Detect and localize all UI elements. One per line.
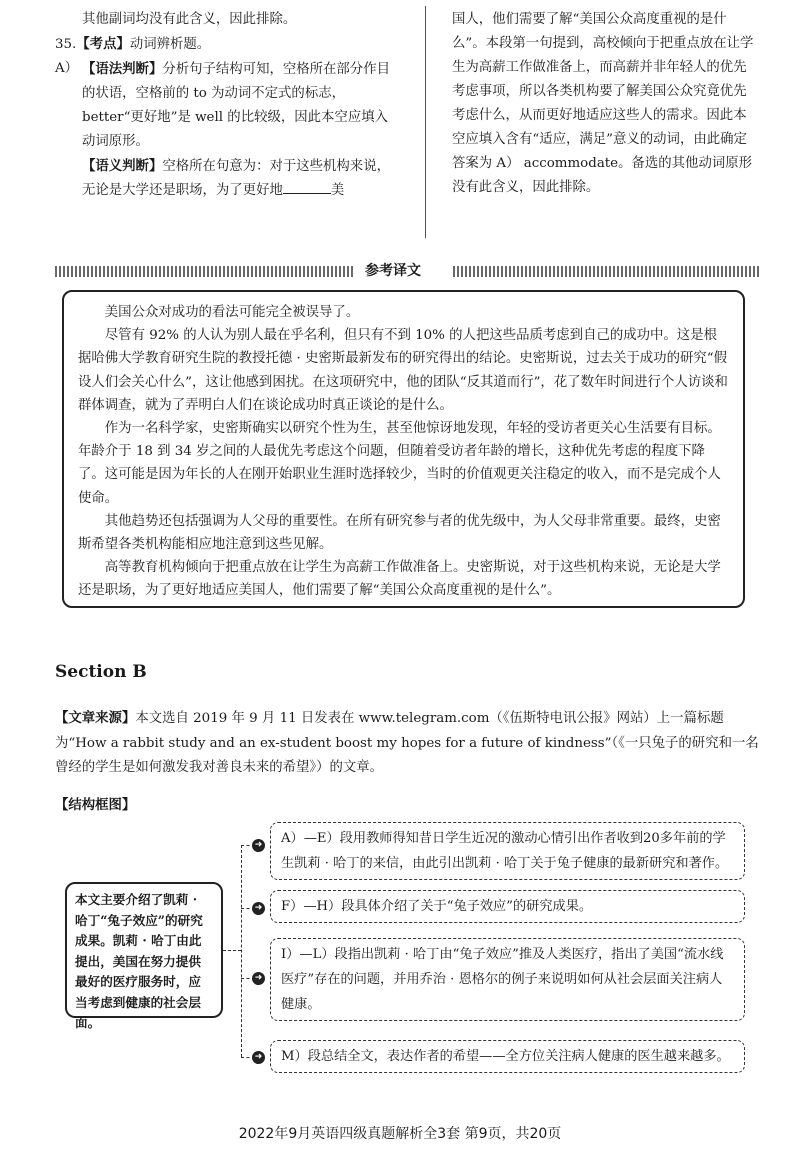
page-footer: 2022年9月英语四级真题解析全3套 第9页，共20页: [238, 1126, 562, 1142]
translation-paragraph: 其他趋势还包括强调为人父母的重要性。在所有研究参与者的优先级中，为人父母非常重要。最终，史密斯希望各类机构能相应地注意到这些见解。: [78, 513, 721, 553]
prev-answer-end: 其他副词均没有此含义，因此排除。: [82, 12, 297, 27]
structure-item: M）段总结全文，表达作者的希望——全方位关注病人健康的医生越来越多。: [270, 1040, 745, 1073]
arrow-bullet-icon: ➜: [252, 1051, 265, 1064]
left-column: [55, 8, 398, 203]
translation-paragraph: 尽管有 92% 的人认为别人最在乎名利，但只有不到 10% 的人把这些品质考虑到自己的成功中。这是根据哈佛大学教育研究生院的教授托德 · 史密斯最新发布的研究得出的结论。史密斯说，过去关于成功的研究“假设人们会关心什么”，这让他感到困扰。在这项研究中，他的团队“反其道而行”，花了数年时间进行个人访谈和群体调查，就为了弄明白人们在谈论成功时真正谈论的是什么。: [78, 328, 728, 413]
structure-item: I）—L）段指出凯莉 · 哈丁由“兔子效应”推及人类医疗，指出了美国“流水线医疗”存在的问题，并用乔治 · 恩格尔的例子来说明如何从社会层面关注病人健康。: [270, 938, 745, 1021]
translation-section-title: 参考译文: [365, 263, 421, 279]
hatch-divider-right: [453, 266, 760, 277]
grammar-tag: 【语法判断】: [82, 61, 163, 77]
translation-section-bar: [55, 262, 760, 280]
kaodian-tag: 【考点】: [76, 36, 130, 52]
structure-item: A）—E）段用教师得知昔日学生近况的激动心情引出作者收到20多年前的学生凯莉 · 哈丁的来信，由此引出凯莉 · 哈丁关于兔子健康的最新研究和著作。: [270, 822, 745, 880]
question-topic: 动词辨析题。: [129, 37, 211, 52]
column-divider: [425, 6, 426, 238]
right-column-text: 国人，他们需要了解“美国公众高度重视的是什么”。本段第一句提到，高校倾向于把重点放在让学生为高薪工作做准备上，而高薪并非年轻人的优先考虑事项，所以各类机构要了解美国公众究竟优先考虑什么，从而更好地适应这些人的需求。因此本空应填入含有“适应，满足”意义的动词，由此确定答案为 A） accommodate。备选的其他动词原形没有此含义，因此排除。: [452, 12, 754, 195]
answer-marker: A）: [55, 61, 79, 76]
meaning-tag: 【语义判断】: [82, 158, 163, 174]
structure-item: F）—H）段具体介绍了关于“兔子效应”的研究成果。: [270, 890, 745, 923]
answer-blank: [283, 179, 331, 194]
section-b-heading: Section B: [55, 662, 147, 682]
translation-box: [62, 290, 745, 608]
source-tag: 【文章来源】: [55, 710, 136, 726]
grammar-judgement: [55, 57, 398, 154]
hatch-divider-left: [55, 266, 353, 277]
structure-diagram-title: 【结构框图】: [55, 797, 136, 813]
source-text: 本文选自 2019 年 9 月 11 日发表在 www.telegram.com（《伍斯特电讯公报》网站）上一篇标题为“How a rabbit study and an ex-student boost my hopes for a future of kindness”（《一只兔子的研究和一名曾经的学生是如何激发我对善良未来的希望》）的文章。: [55, 711, 759, 775]
connector-trunk: [241, 845, 242, 1057]
connector-line: [223, 950, 241, 951]
translation-paragraph: 美国公众对成功的看法可能完全被误导了。: [104, 305, 360, 320]
meaning-text-tail: 美: [330, 183, 345, 198]
grammar-text: 分析句子结构可知，空格所在部分作目的状语，空格前的 to 为动词不定式的标志，better“更好地”是 well 的比较级，因此本空应填入动词原形。: [82, 62, 390, 149]
arrow-bullet-icon: ➜: [252, 902, 265, 915]
question-number: 35.: [55, 37, 77, 52]
meaning-text: 空格所在句意为：对于这些机构来说，无论是大学还是职场，为了更好地: [82, 159, 390, 198]
arrow-bullet-icon: ➜: [252, 839, 265, 852]
question-35-head: [55, 32, 398, 57]
article-source: [55, 706, 760, 781]
arrow-bullet-icon: ➜: [252, 972, 265, 985]
translation-paragraph: 作为一名科学家，史密斯确实以研究个性为生，甚至他惊讶地发现，年轻的受访者更关心生活要有目标。年龄介于 18 到 34 岁之间的人最优先考虑这个问题，但随着受访者年龄的增长，这种优先考虑的程度下降了。这可能是因为年长的人在刚开始职业生涯时选择较少，当时的价值观更关注稳定的收入，而不是完成个人使命。: [78, 421, 721, 506]
summary-box: 本文主要介绍了凯莉 · 哈丁“兔子效应”的研究成果。凯莉 · 哈丁由此提出，美国在努力提供最好的医疗服务时，应当考虑到健康的社会层面。: [65, 882, 223, 1018]
right-column: [452, 8, 757, 200]
translation-paragraph: 高等教育机构倾向于把重点放在让学生为高薪工作做准备上。史密斯说，对于这些机构来说，无论是大学还是职场，为了更好地适应美国人，他们需要了解“美国公众高度重视的是什么”。: [78, 560, 721, 599]
meaning-judgement: [55, 154, 398, 203]
